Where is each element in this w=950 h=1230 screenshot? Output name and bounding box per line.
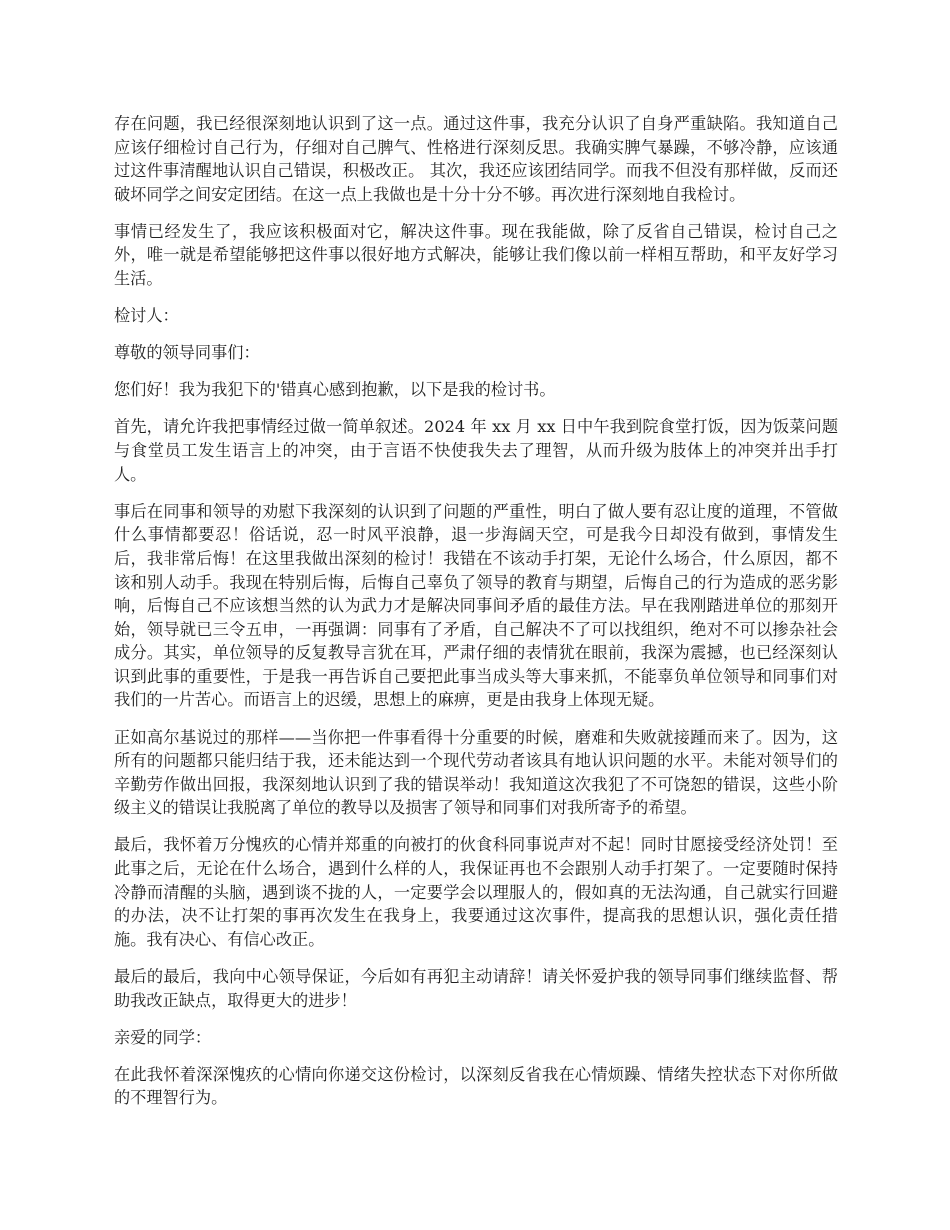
paragraph-classmate-apology: 在此我怀着深深愧疚的心情向你递交这份检讨，以深刻反省我在心情烦躁、情绪失控状态下对你所做的不理智行为。	[114, 1064, 838, 1108]
paragraph-greeting-apology: 您们好！我为我犯下的'错真心感到抱歉，以下是我的检讨书。	[114, 380, 556, 400]
paragraph-pledge: 最后的最后，我向中心领导保证，今后如有再犯主动请辞！请关怀爱护我的领导同事们继续监督、帮助我改正缺点，取得更大的进步！	[114, 966, 838, 1010]
paragraph-salutation-leaders: 尊敬的领导同事们：	[114, 343, 260, 363]
paragraph-signature-label: 检讨人：	[114, 306, 179, 326]
paragraph-self-reflection: 存在问题，我已经很深刻地认识到了这一点。通过这件事，我充分认识了自身严重缺陷。我知道自己应该仔细检讨自己行为，仔细对自己脾气、性格进行深刻反思。我确实脾气暴躁，不够冷静，应该通过这件事清醒地认识自己错误，积极改正。 其次，我还应该团结同学。而我不但没有那样做，反而还破坏同学之间安定团结。在这一点上我做也是十分十分不够。再次进行深刻地自我检讨。	[114, 114, 838, 204]
document-body	[114, 112, 838, 1123]
paragraph-incident-description: 首先，请允许我把事情经过做一简单叙述。2024 年 xx 月 xx 日中午我到院食堂打饭，因为饭菜问题与食堂员工发生语言上的冲突，由于言语不快使我失去了理智，从而升级为肢体上的冲突并出手打人。	[114, 417, 838, 484]
paragraph-gorky-quote: 正如高尔基说过的那样——当你把一件事看得十分重要的时候，磨难和失败就接踵而来了。因为，这所有的问题都只能归结于我，还未能达到一个现代劳动者该具有地认识问题的水平。未能对领导们的辛勤劳作做出回报，我深刻地认识到了我的错误举动！我知道这次我犯了不可饶恕的错误，这些小阶级主义的错误让我脱离了单位的教导以及损害了领导和同事们对我所寄予的希望。	[114, 727, 838, 818]
paragraph-final-apology: 最后，我怀着万分愧疚的心情并郑重的向被打的伙食科同事说声对不起！同时甘愿接受经济处罚！至此事之后，无论在什么场合，遇到什么样的人，我保证再也不会跟别人动手打架了。一定要随时保持冷静而清醒的头脑，遇到谈不拢的人，一定要学会以理服人的，假如真的无法沟通，自己就实行回避的办法，决不让打架的事再次发生在我身上，我要通过这次事件，提高我的思想认识，强化责任措施。我有决心、有信心改正。	[114, 835, 838, 949]
paragraph-resolve-matter: 事情已经发生了，我应该积极面对它，解决这件事。现在我能做，除了反省自己错误，检讨自己之外，唯一就是希望能够把这件事以很好地方式解决，能够让我们像以前一样相互帮助，和平友好学习生活。	[114, 221, 838, 289]
paragraph-salutation-classmate: 亲爱的同学：	[114, 1027, 212, 1047]
paragraph-reflection-long: 事后在同事和领导的劝慰下我深刻的认识到了问题的严重性，明白了做人要有忍让度的道理，不管做什么事情都要忍！俗话说，忍一时风平浪静，退一步海阔天空，可是我今日却没有做到，事情发生后，我非常后悔！在这里我做出深刻的检讨！我错在不该动手打架，无论什么场合，什么原因，都不该和别人动手。我现在特别后悔，后悔自己辜负了领导的教育与期望，后悔自己的行为造成的恶劣影响，后悔自己不应该想当然的认为武力才是解决同事间矛盾的最佳方法。早在我刚踏进单位的那刻开始，领导就已三令五申，一再强调：同事有了矛盾，自己解决不了可以找组织，绝对不可以掺杂社会成分。其实，单位领导的反复教导言犹在耳，严肃仔细的表情犹在眼前，我深为震撼，也已经深刻认识到此事的重要性，于是我一再告诉自己要把此事当成头等大事来抓，不能辜负单位领导和同事们对我们的一片苦心。而语言上的迟缓，思想上的麻痹，更是由我身上体现无疑。	[114, 501, 838, 710]
